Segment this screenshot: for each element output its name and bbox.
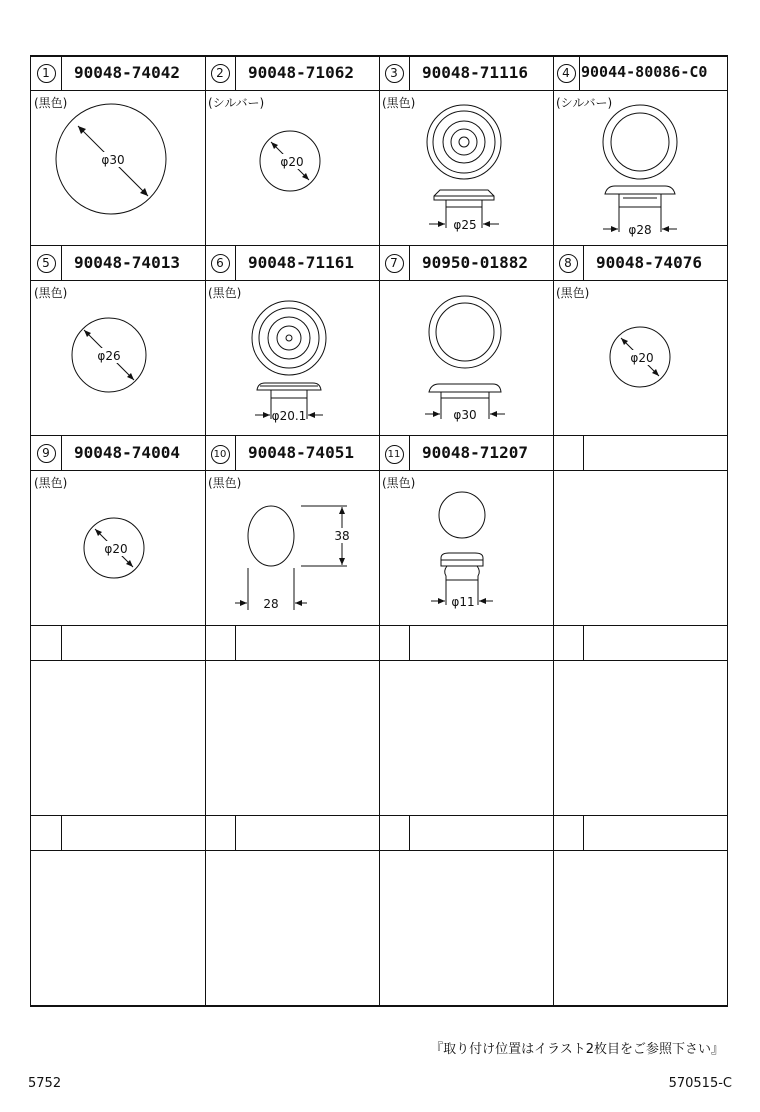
item-number: 8 bbox=[558, 253, 578, 273]
document-code: 570515-C bbox=[668, 1076, 732, 1091]
part-number: 90048-74051 bbox=[248, 443, 354, 462]
dimension-label: 28 bbox=[263, 597, 279, 611]
part-number: 90048-74004 bbox=[74, 443, 180, 462]
grommet-drawing-5 bbox=[30, 280, 205, 435]
dimension-label: φ30 bbox=[453, 408, 477, 422]
color-label: (黒色) bbox=[382, 476, 416, 490]
dimension-label: φ20 bbox=[280, 155, 304, 169]
item-number: 3 bbox=[384, 63, 404, 83]
part-number: 90950-01882 bbox=[422, 253, 528, 272]
part-number: 90048-71062 bbox=[248, 63, 354, 82]
color-label: (黒色) bbox=[208, 286, 242, 300]
grommet-drawing-7 bbox=[379, 280, 553, 435]
part-number: 90048-71116 bbox=[422, 63, 528, 82]
dimension-label: φ26 bbox=[97, 349, 121, 363]
parts-table bbox=[30, 55, 728, 1006]
dimension-label: φ20 bbox=[104, 542, 128, 556]
item-number: 11 bbox=[384, 443, 404, 464]
grommet-drawing-11 bbox=[379, 470, 553, 625]
part-number: 90048-74042 bbox=[74, 63, 180, 82]
dimension-label: φ25 bbox=[453, 218, 477, 232]
color-label: (黒色) bbox=[34, 476, 68, 490]
item-number: 2 bbox=[210, 63, 230, 83]
color-label: (シルバー) bbox=[208, 96, 265, 110]
item-number: 1 bbox=[36, 63, 56, 83]
item-number: 5 bbox=[36, 253, 56, 273]
page-number: 5752 bbox=[28, 1076, 62, 1091]
color-label: (黒色) bbox=[34, 286, 68, 300]
dimension-label: φ20 bbox=[630, 351, 654, 365]
part-number: 90044-80086-C0 bbox=[581, 63, 708, 81]
grommet-drawing-8 bbox=[553, 280, 728, 435]
part-number: 90048-74076 bbox=[596, 253, 702, 272]
color-label: (黒色) bbox=[34, 96, 68, 110]
color-label: (シルバー) bbox=[556, 96, 613, 110]
item-number: 10 bbox=[210, 443, 230, 464]
item-number: 4 bbox=[556, 63, 576, 83]
dimension-label: φ11 bbox=[451, 595, 475, 609]
item-number: 9 bbox=[36, 443, 56, 463]
grommet-drawing-1 bbox=[30, 90, 205, 245]
grommet-drawing-3 bbox=[379, 90, 553, 245]
installation-note: 『取り付け位置はイラスト2枚目をご参照下さい』 bbox=[430, 1042, 724, 1057]
part-number: 90048-71161 bbox=[248, 253, 354, 272]
dimension-label: φ20.1 bbox=[271, 409, 307, 423]
item-number: 6 bbox=[210, 253, 230, 273]
dimension-label: 38 bbox=[334, 529, 350, 543]
dimension-label: φ28 bbox=[628, 223, 652, 237]
grommet-drawing-9 bbox=[30, 470, 205, 625]
item-number: 7 bbox=[384, 253, 404, 273]
dimension-label: φ30 bbox=[101, 153, 125, 167]
grommet-drawing-2 bbox=[205, 90, 379, 245]
grommet-drawing-6 bbox=[205, 280, 379, 435]
color-label: (黒色) bbox=[208, 476, 242, 490]
part-number: 90048-74013 bbox=[74, 253, 180, 272]
grommet-drawing-10 bbox=[205, 470, 379, 625]
part-number: 90048-71207 bbox=[422, 443, 528, 462]
grommet-drawing-4 bbox=[553, 90, 728, 245]
color-label: (黒色) bbox=[556, 286, 590, 300]
color-label: (黒色) bbox=[382, 96, 416, 110]
